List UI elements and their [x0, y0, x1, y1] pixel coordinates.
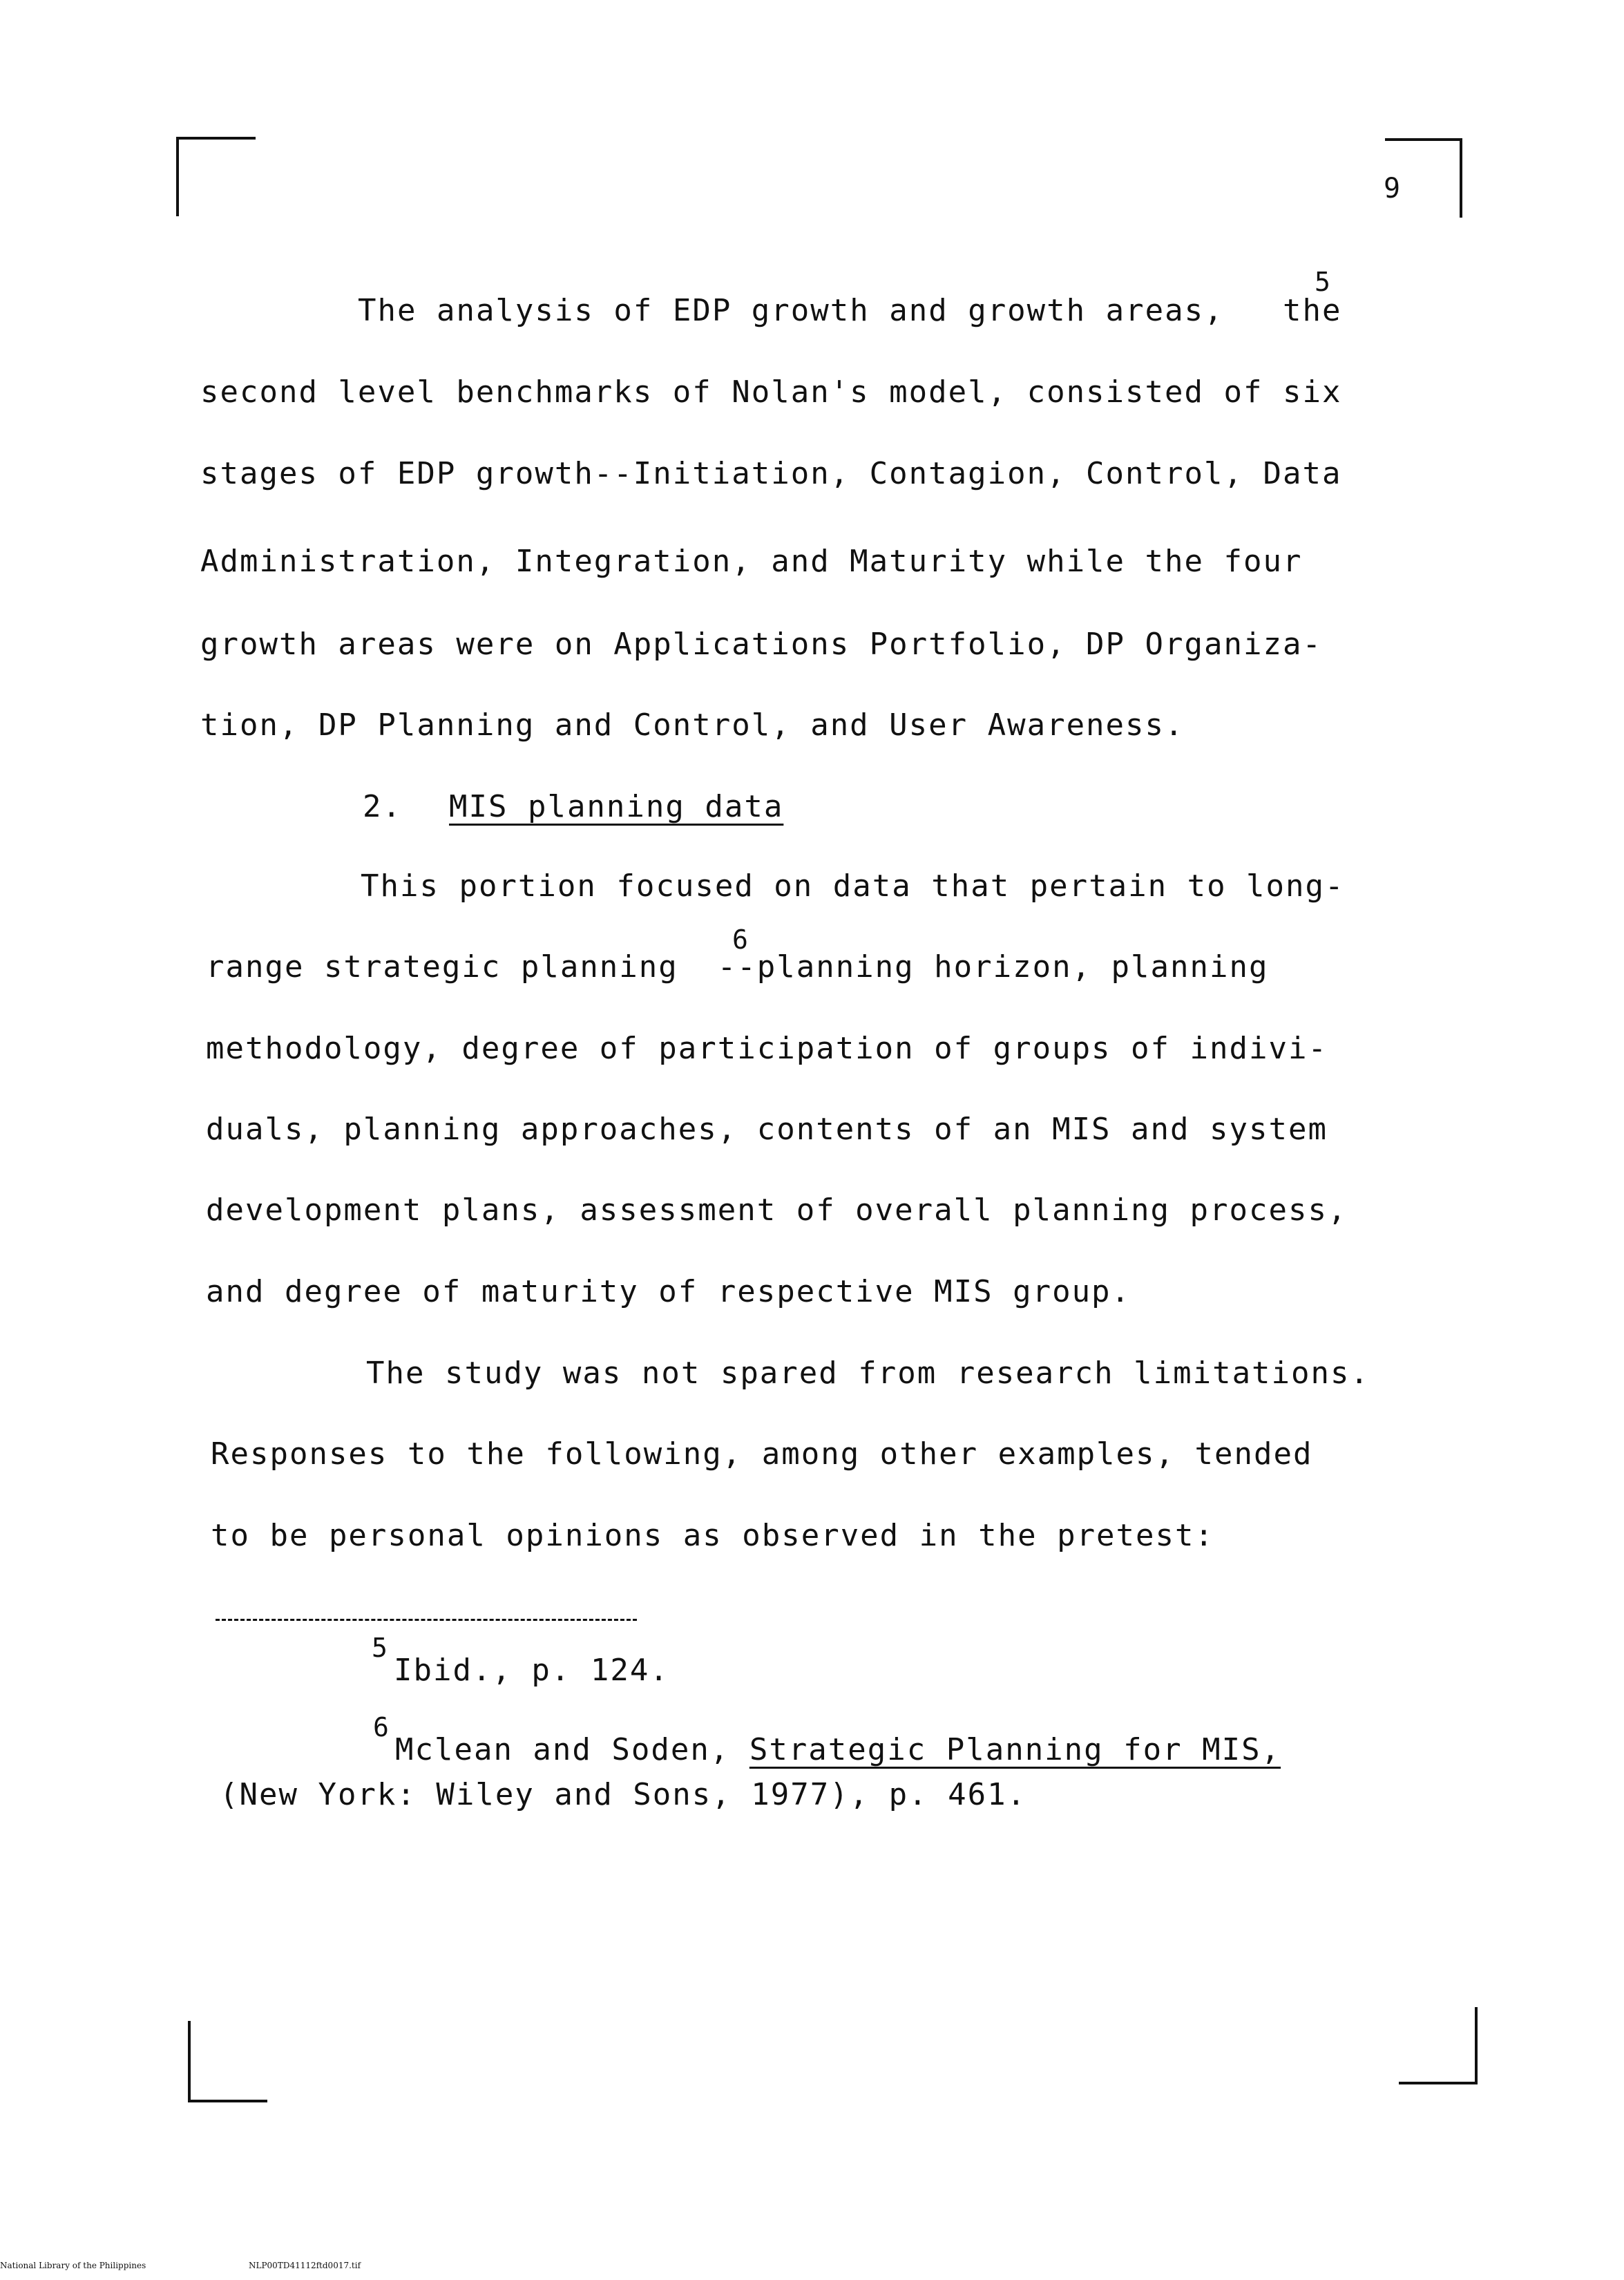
body-line: Administration, Integration, and Maturity while the four — [200, 544, 1303, 579]
crop-mark-top-left-h — [176, 137, 256, 140]
footnote-6-mark: 6 — [373, 1712, 389, 1742]
crop-mark-top-right-v — [1460, 138, 1462, 218]
body-line: and degree of maturity of respective MIS group. — [206, 1274, 1131, 1309]
body-line: duals, planning approaches, contents of an MIS and system — [206, 1112, 1328, 1147]
footnote-ref-6: 6 — [732, 924, 748, 955]
body-line: The analysis of EDP growth and growth areas, the — [358, 293, 1342, 328]
footnote-6-authors: Mclean and Soden, — [395, 1732, 749, 1767]
footer-filename: NLP00TD41112ftd0017.tif — [249, 2261, 361, 2270]
body-line: development plans, assessment of overall planning process, — [206, 1193, 1348, 1228]
crop-mark-top-right-h — [1385, 138, 1462, 141]
body-line: to be personal opinions as observed in the pretest: — [211, 1518, 1215, 1553]
page-number: 9 — [1384, 173, 1401, 205]
footnote-5-text: Ibid., p. 124. — [394, 1653, 669, 1688]
body-line: The study was not spared from research limitations. — [366, 1356, 1370, 1391]
body-line: methodology, degree of participation of groups of indivi- — [206, 1031, 1328, 1066]
crop-mark-bottom-left-v — [188, 2021, 191, 2102]
section-number: 2. — [363, 789, 402, 824]
body-line: Responses to the following, among other examples, tended — [211, 1436, 1313, 1472]
crop-mark-top-left-v — [176, 137, 179, 216]
body-line: growth areas were on Applications Portfolio, DP Organiza- — [200, 627, 1322, 662]
section-title: MIS planning data — [449, 789, 784, 824]
footer-library: National Library of the Philippines — [0, 2261, 146, 2270]
footnote-separator — [216, 1619, 637, 1621]
body-line: second level benchmarks of Nolan's model, consisted of six — [200, 374, 1342, 410]
body-line: This portion focused on data that pertain to long- — [361, 868, 1345, 904]
body-line: stages of EDP growth--Initiation, Contagion, Control, Data — [200, 456, 1342, 491]
footnote-ref-5: 5 — [1315, 267, 1330, 297]
crop-mark-bottom-left-h — [188, 2100, 267, 2102]
crop-mark-bottom-right-h — [1399, 2082, 1478, 2084]
footnote-6-line1 — [395, 1729, 1281, 1771]
crop-mark-bottom-right-v — [1475, 2007, 1478, 2084]
footnote-6-book-title: Strategic Planning for MIS, — [749, 1732, 1281, 1767]
footnote-5-mark: 5 — [372, 1633, 388, 1663]
body-line: tion, DP Planning and Control, and User Awareness. — [200, 707, 1185, 743]
body-line: range strategic planning --planning horizon, planning — [206, 949, 1269, 985]
footnote-6-line2: (New York: Wiley and Sons, 1977), p. 461. — [220, 1777, 1027, 1812]
